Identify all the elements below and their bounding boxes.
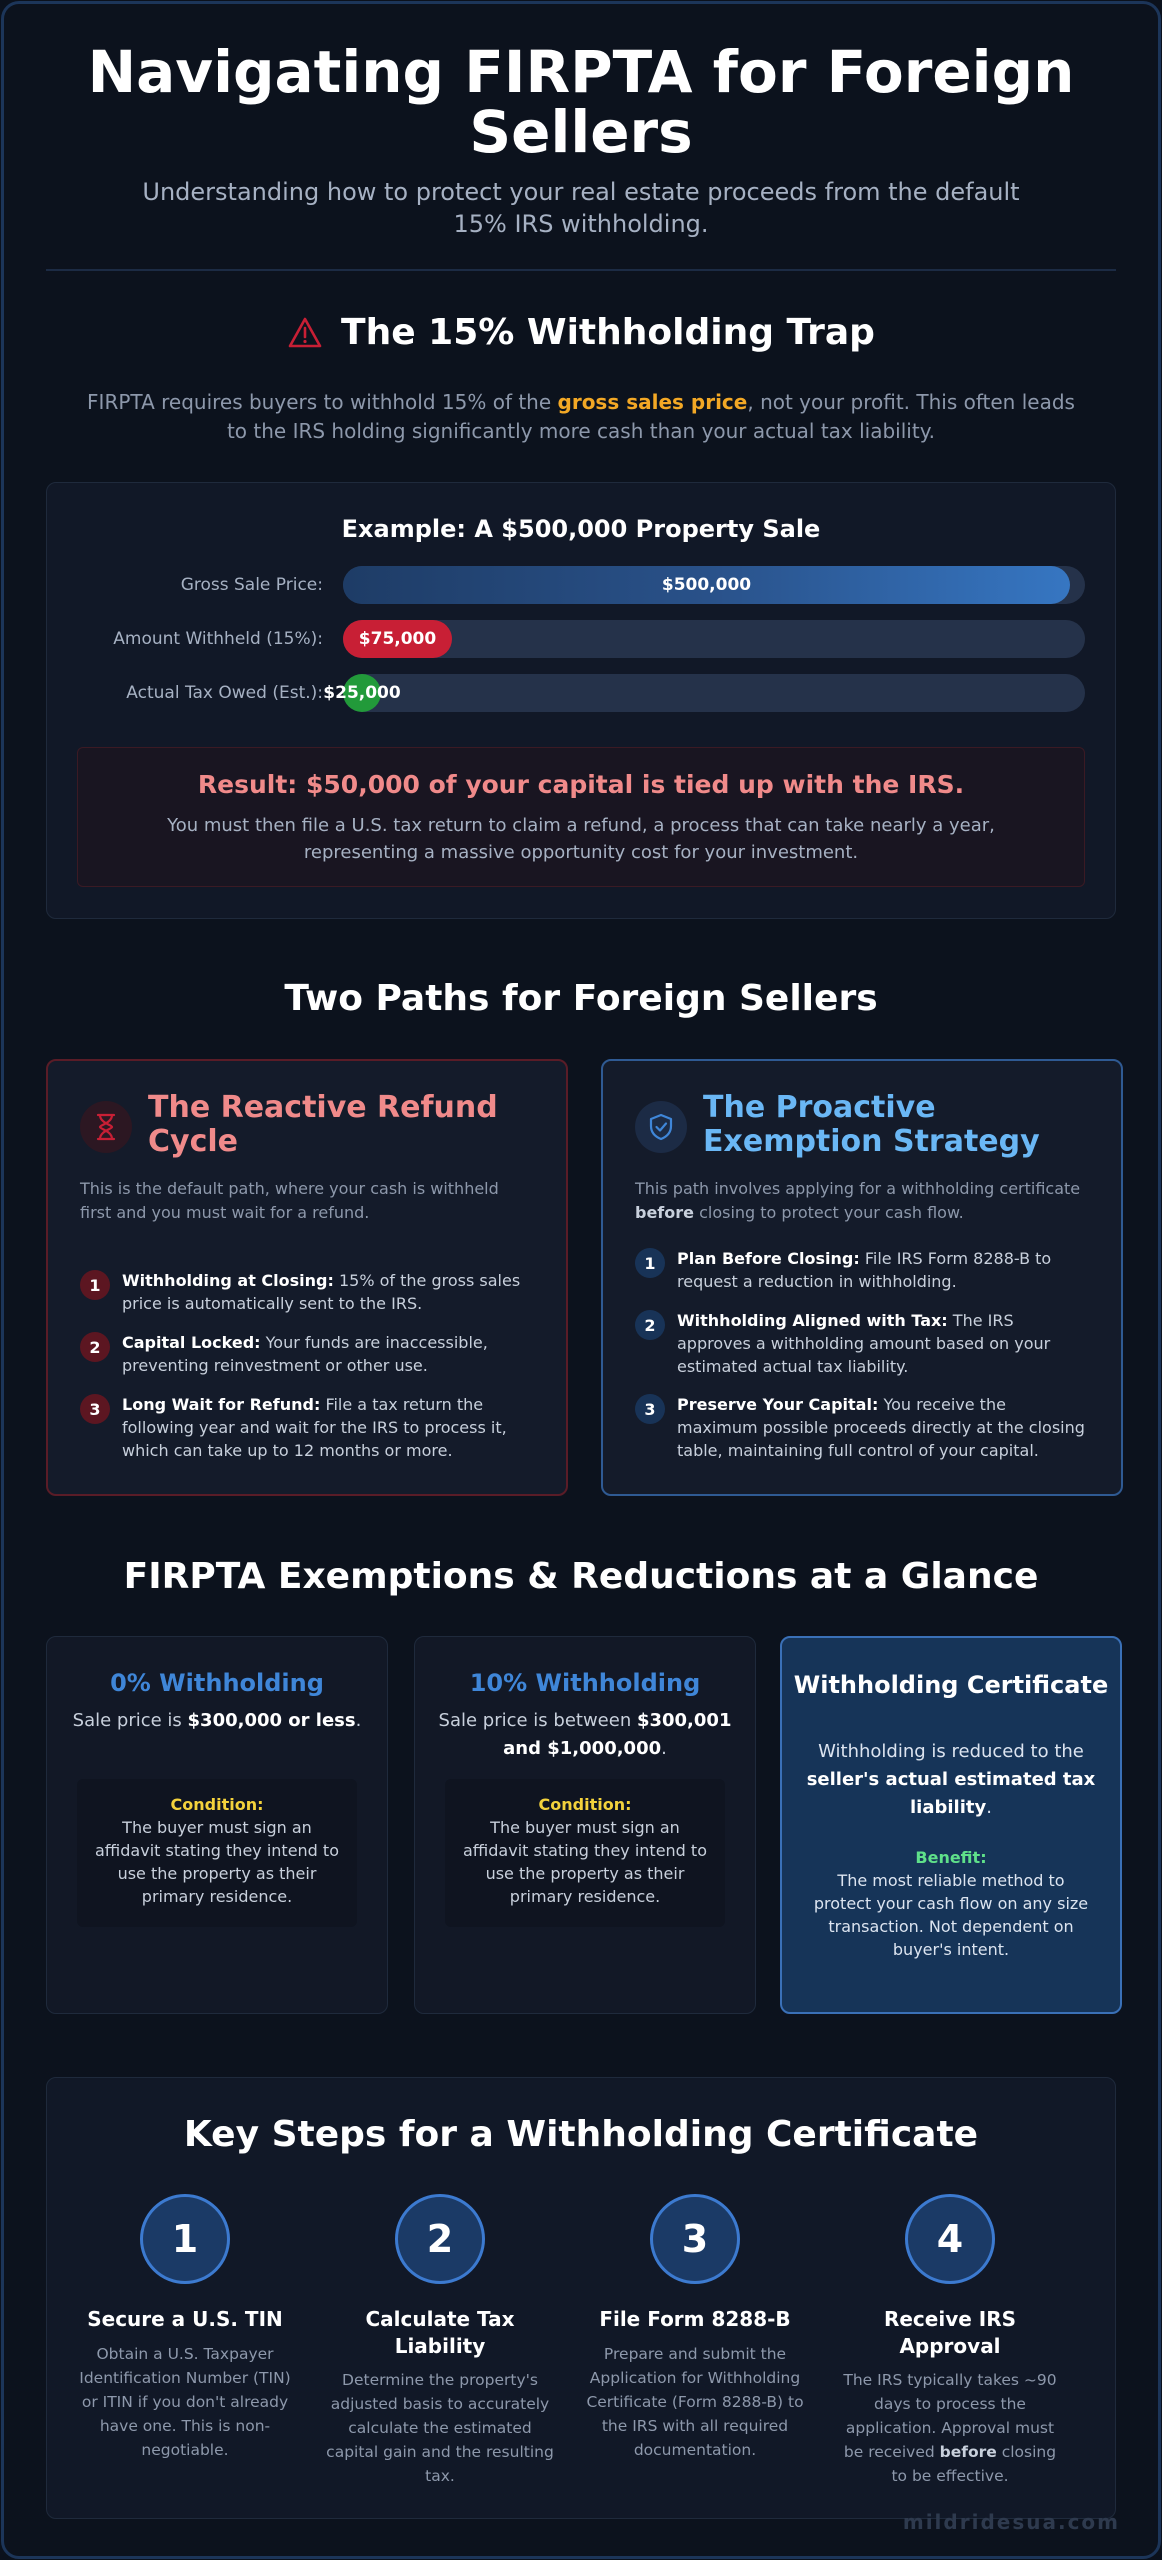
key-step-title: Calculate Tax Liability [365,2307,515,2358]
step-text: Withholding at Closing: 15% of the gross sales price is automatically sent to the IRS. [122,1271,521,1313]
glance-card-10-percent [414,1636,756,2014]
reactive-step-3 [80,1393,530,1462]
glance-card-title: 10% Withholding [469,1669,701,1697]
proactive-step-3 [635,1393,1085,1462]
glance-title: FIRPTA Exemptions & Reductions at a Glance [123,1556,1039,1597]
step-circle: 4 [905,2194,995,2284]
divider [46,269,1116,271]
step-text: Capital Locked: Your funds are inaccessible, preventing reinvestment or other use. [122,1333,488,1375]
trap-description: FIRPTA requires buyers to withhold 15% of the gross sales price, not your profit. This often leads to the IRS holding significantly more cash than your actual tax liability. [87,390,1075,443]
infographic-frame [1,1,1161,2559]
glance-benefit [812,1848,1090,1961]
reactive-step-1 [80,1269,530,1315]
page-title: Navigating FIRPTA for Foreign Sellers [87,38,1075,166]
warning-triangle-icon [287,316,323,350]
result-text: You must then file a U.S. tax return to claim a refund, a process that can take nearly a year, representing a massive opportunity cost for your investment. [167,815,995,863]
step-text: Withholding Aligned with Tax: The IRS approves a withholding amount based on your estimated actual tax liability. [677,1311,1051,1376]
bar-row-withheld [47,620,1115,658]
glance-card-desc: Sale price is $300,000 or less. [72,1710,362,1731]
step-text: Preserve Your Capital: You receive the maximum possible proceeds directly at the closing table, maintaining full control of your capital. [677,1395,1085,1460]
page-subtitle: Understanding how to protect your real estate proceeds from the default 15% IRS withholding. [142,178,1020,238]
step-circle: 1 [140,2194,230,2284]
key-step-title: File Form 8288-B [599,2307,791,2331]
bar-fill-gross: $500,000 [343,566,1070,604]
condition-text: The buyer must sign an affidavit stating they intend to use the property as their primary residence. [463,1818,707,1906]
key-step-desc: The IRS typically takes ~90 days to process the application. Approval must be received before closing to be effective. [843,2371,1057,2485]
proactive-path-title: The Proactive Exemption Strategy [703,1090,1040,1159]
bar-label: Actual Tax Owed (Est.): [126,683,323,703]
step-number: 2 [80,1332,110,1362]
benefit-label: Benefit: [915,1848,987,1867]
proactive-path-card [601,1059,1123,1496]
condition-label: Condition: [170,1795,264,1814]
result-title: Result: $50,000 of your capital is tied up with the IRS. [197,770,965,799]
key-steps-card [46,2077,1116,2519]
glance-card-title: 0% Withholding [110,1669,324,1697]
step-text: Plan Before Closing: File IRS Form 8288-B to request a reduction in withholding. [677,1249,1052,1291]
bar-fill-tax-owed: $25,000 [343,674,381,712]
step-number: 3 [635,1394,665,1424]
bar-label: Amount Withheld (15%): [113,629,323,649]
bar-label: Gross Sale Price: [180,575,323,595]
paths-title: Two Paths for Foreign Sellers [284,978,878,1019]
bar-row-tax-owed [47,674,1115,712]
key-step-title: Receive IRS Approval [883,2307,1017,2358]
reactive-path-desc: This is the default path, where your cash is withheld first and you must wait for a refund. [80,1179,499,1222]
highlight-gross-sales-price: gross sales price [557,390,748,414]
bar-fill-withheld: $75,000 [343,620,452,658]
proactive-path-desc: This path involves applying for a withholding certificate before closing to protect your cash flow. [635,1179,1081,1222]
step-circle: 2 [395,2194,485,2284]
step-number: 1 [635,1248,665,1278]
glance-condition-box [445,1779,725,1927]
glance-card-0-percent [46,1636,388,2014]
step-text: Long Wait for Refund: File a tax return the following year and wait for the IRS to process it, which can take up to 12 months or more. [122,1395,507,1460]
reactive-step-2 [80,1331,530,1377]
step-number: 3 [80,1394,110,1424]
result-box [77,747,1085,887]
watermark: mildridesua.com [902,2510,1120,2534]
glance-card-title: Withholding Certificate [793,1671,1109,1699]
glance-condition-box [77,1779,357,1927]
key-step-title: Secure a U.S. TIN [87,2307,283,2331]
key-step-desc: Prepare and submit the Application for Withholding Certificate (Form 8288-B) to the IRS with all required documentation. [586,2345,804,2459]
key-step-desc: Obtain a U.S. Taxpayer Identification Number (TIN) or ITIN if you don't already have one. This is non-negotiable. [79,2345,291,2459]
proactive-step-1 [635,1247,1085,1293]
reactive-path-title: The Reactive Refund Cycle [148,1090,498,1159]
benefit-text: The most reliable method to protect your cash flow on any size transaction. Not dependent on buyer's intent. [813,1871,1089,1959]
condition-label: Condition: [538,1795,632,1814]
step-circle: 3 [650,2194,740,2284]
trap-section-header [46,312,1116,353]
glance-card-desc: Withholding is reduced to the seller's actual estimated tax liability. [806,1741,1096,1818]
condition-text: The buyer must sign an affidavit stating they intend to use the property as their primary residence. [95,1818,339,1906]
bar-track [343,566,1085,604]
key-steps-title: Key Steps for a Withholding Certificate [183,2114,979,2155]
reactive-path-card [46,1059,568,1496]
glance-card-desc: Sale price is between $300,001 and $1,000,000. [438,1710,732,1759]
glance-card-certificate [780,1636,1122,2014]
bar-row-gross [47,566,1115,604]
step-number: 1 [80,1270,110,1300]
example-title: Example: A $500,000 Property Sale [341,515,821,543]
step-number: 2 [635,1310,665,1340]
example-card [46,482,1116,919]
bar-track [323,674,1085,712]
bar-track [343,620,1085,658]
key-step-desc: Determine the property's adjusted basis to accurately calculate the estimated capital gain and the resulting tax. [326,2371,554,2485]
hourglass-icon [80,1101,132,1153]
shield-check-icon [635,1101,687,1153]
proactive-step-2 [635,1309,1085,1378]
trap-title: The 15% Withholding Trap [341,312,875,353]
